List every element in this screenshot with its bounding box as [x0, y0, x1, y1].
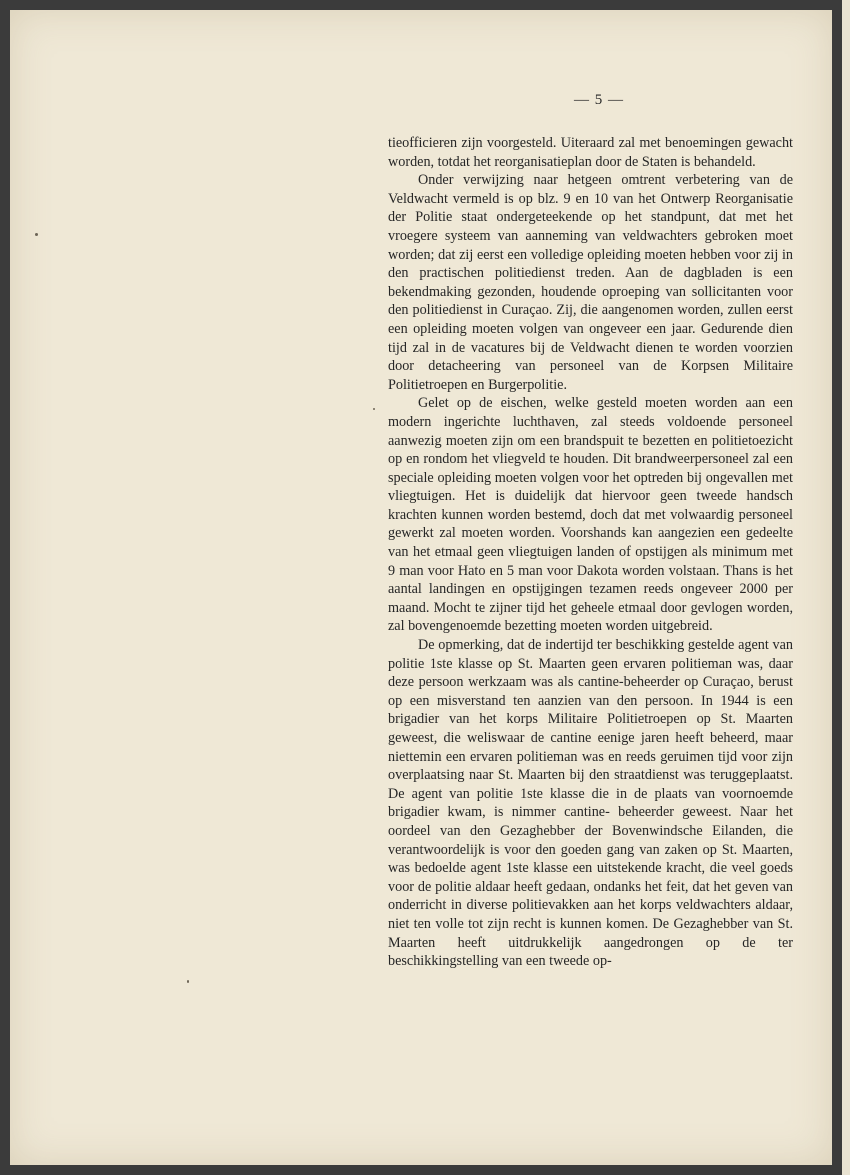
- paragraph-4: De opmerking, dat de indertijd ter beschikking gestelde agent van politie 1ste klasse op St. Maarten geen ervaren politieman was, daar deze persoon werkzaam was als cantine-beheerder op Curaçao, berust op een misverstand ten aanzien van den persoon. In 1944 is een brigadier van het korps Militaire Politietroepen op St. Maarten geweest, die weliswaar de cantine eenige jaren heeft beheerd, maar niettemin een ervaren politieman was en reeds geruimen tijd voor zijn overplaatsing naar St. Maarten bij den straatdienst was teruggeplaatst. De agent van politie 1ste klasse die in de plaats van voornoemde brigadier kwam, is nimmer cantine- beheerder geweest. Naar het oordeel van den Gezaghebber der Bovenwindsche Eilanden, die verantwoordelijk is voor den goeden gang van zaken op St. Maarten, was bedoelde agent 1ste klasse een uitstekende kracht, die veel goeds voor de politie aldaar heeft gedaan, ondanks het feit, dat het geven van onderricht in diverse politievakken aan het korps veldwachters aldaar, niet ten volle tot zijn recht is kunnen komen. De Gezaghebber van St. Maarten heeft uitdrukkelijk aangedrongen op de ter beschikkingstelling van een tweede op-: [388, 637, 793, 970]
- speck-mark: [373, 408, 375, 410]
- scan-edge: [842, 0, 850, 1175]
- speck-mark: [35, 233, 38, 236]
- speck-mark: [187, 980, 189, 983]
- page-number: — 5 —: [574, 92, 624, 108]
- document-page: [10, 10, 832, 1165]
- paragraph-1: tieofficieren zijn voorgesteld. Uiteraard zal met benoemingen gewacht worden, totdat het reorganisatieplan door de Staten is behandeld.: [388, 135, 793, 170]
- paragraph-3: Gelet op de eischen, welke gesteld moeten worden aan een modern ingerichte luchthaven, zal steeds voldoende personeel aanwezig moeten zijn om een brandspuit te bezetten en politietoezicht op en rondom het vliegveld te houden. Dit brandweerpersoneel zal een speciale opleiding moeten volgen voor het optreden bij ongevallen met vliegtuigen. Het is duidelijk dat hiervoor geen tweede handsch krachten kunnen worden bestemd, doch dat met volwaardig personeel gewerkt zal moeten worden. Voorshands kan aangezien een gedeelte van het etmaal geen vliegtuigen landen of opstijgen als minimum met 9 man voor Hato en 5 man voor Dakota worden volstaan. Thans is het aantal landingen en opstijgingen tezamen reeds ongeveer 2000 per maand. Mocht te zijner tijd het geheele etmaal door gevlogen worden, zal bovengenoemde bezetting moeten worden uitgebreid.: [388, 395, 793, 635]
- body-text: [388, 134, 793, 971]
- paragraph-2: Onder verwijzing naar hetgeen omtrent verbetering van de Veldwacht vermeld is op blz. 9 en 10 van het Ontwerp Reorganisatie der Politie staat ondergeteekende op het standpunt, dat met het vroegere systeem van aanneming van veldwachters gebroken moet worden; dat zij eerst een volledige opleiding moeten hebben voor zij in den practischen politiedienst treden. Aan de dagbladen is een bekendmaking gezonden, houdende oproeping van sollicitanten voor den politiedienst in Curaçao. Zij, die aangenomen worden, zullen eerst een opleiding moeten volgen van ongeveer een jaar. Gedurende dien tijd zal in de vacatures bij de Veldwacht dienen te worden voorzien door detacheering van personeel van de Korpsen Militaire Politietroepen en Burgerpolitie.: [388, 172, 793, 393]
